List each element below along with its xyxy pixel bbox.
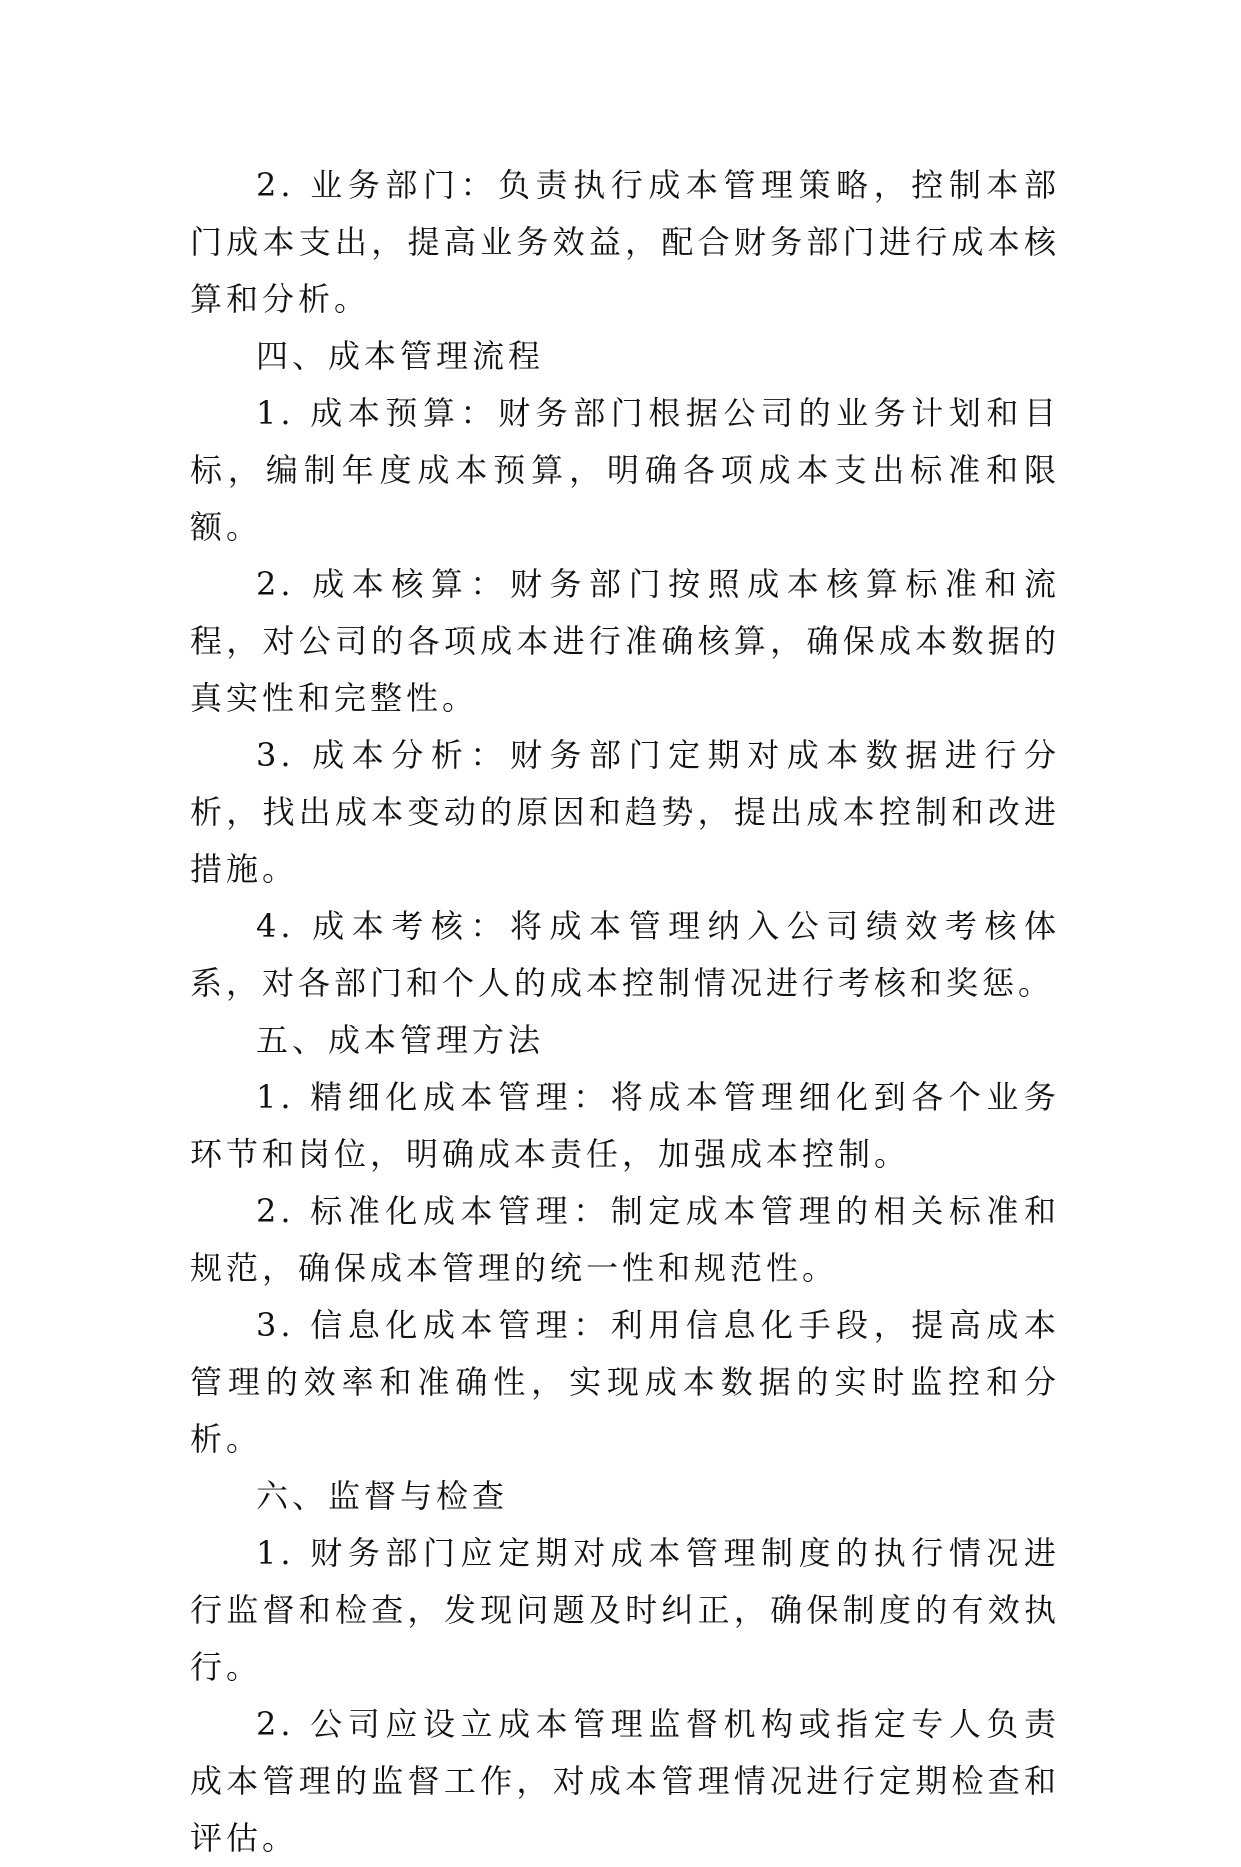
paragraph-standardized-management: 2. 标准化成本管理：制定成本管理的相关标准和规范，确保成本管理的统一性和规范性。 <box>190 1192 1060 1287</box>
section-heading-supervision: 六、监督与检查 <box>256 1477 509 1515</box>
paragraph-cost-budget: 1. 成本预算：财务部门根据公司的业务计划和目标，编制年度成本预算，明确各项成本支出标准和限额。 <box>190 394 1060 546</box>
paragraph-supervision-body: 2. 公司应设立成本管理监督机构或指定专人负责成本管理的监督工作，对成本管理情况进行定期检查和评估。 <box>190 1705 1060 1857</box>
paragraph-information-management: 3. 信息化成本管理：利用信息化手段，提高成本管理的效率和准确性，实现成本数据的实时监控和分析。 <box>190 1306 1060 1458</box>
paragraph-refined-management: 1. 精细化成本管理：将成本管理细化到各个业务环节和岗位，明确成本责任，加强成本控制。 <box>190 1078 1060 1173</box>
paragraph-finance-supervision: 1. 财务部门应定期对成本管理制度的执行情况进行监督和检查，发现问题及时纠正，确保制度的有效执行。 <box>190 1534 1060 1686</box>
paragraph-cost-analysis: 3. 成本分析：财务部门定期对成本数据进行分析，找出成本变动的原因和趋势，提出成本控制和改进措施。 <box>190 736 1060 888</box>
paragraph-cost-assessment: 4. 成本考核：将成本管理纳入公司绩效考核体系，对各部门和个人的成本控制情况进行考核和奖惩。 <box>190 907 1060 1002</box>
document-body <box>190 157 1060 1867</box>
paragraph-business-dept: 2. 业务部门：负责执行成本管理策略，控制本部门成本支出，提高业务效益，配合财务部门进行成本核算和分析。 <box>190 166 1060 318</box>
section-heading-methods: 五、成本管理方法 <box>256 1021 545 1059</box>
section-heading-process: 四、成本管理流程 <box>256 337 545 375</box>
paragraph-cost-accounting: 2. 成本核算：财务部门按照成本核算标准和流程，对公司的各项成本进行准确核算，确保成本数据的真实性和完整性。 <box>190 565 1060 717</box>
